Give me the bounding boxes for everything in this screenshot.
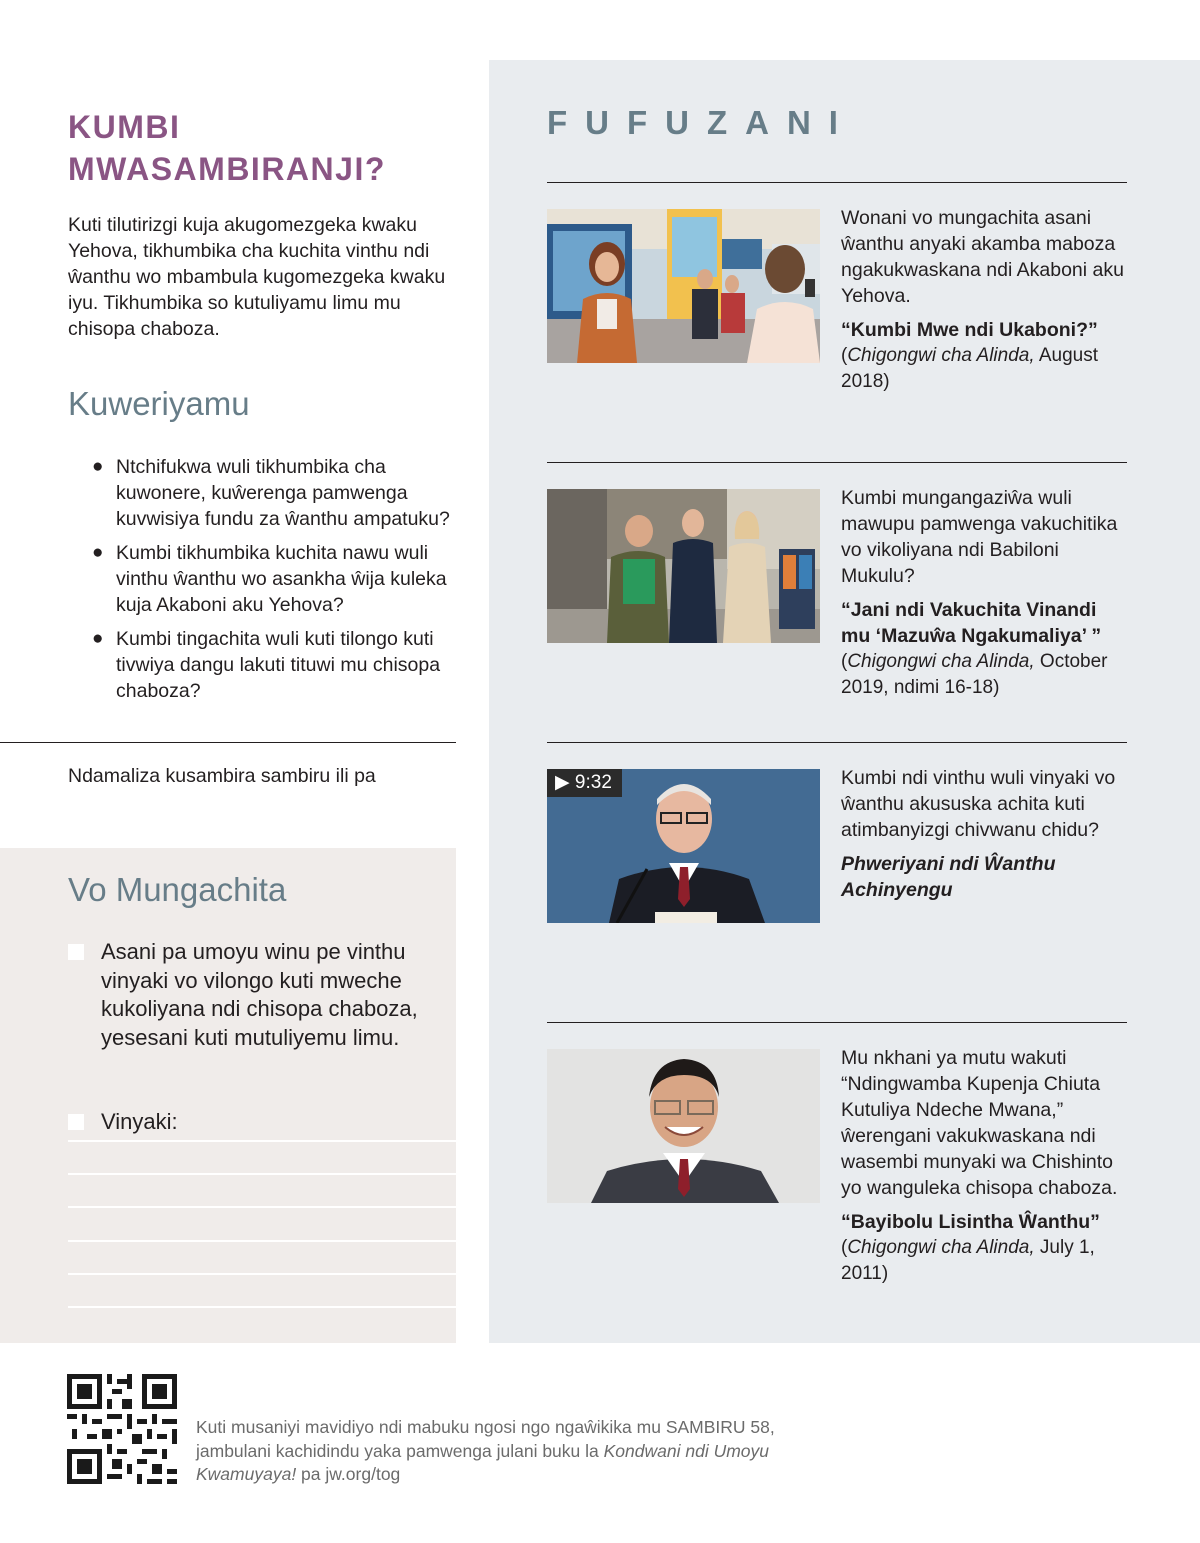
question-text: Kumbi tingachita wuli kuti tilongo kuti tivwiya dangu lakuti tituwi mu chisopa chaboza? [116,628,441,702]
divider [0,742,456,743]
writing-line[interactable] [68,1206,456,1208]
play-icon: ▶ [555,772,570,793]
entry-description: Wonani vo mungachita asani ŵanthu anyaki akamba maboza ngakukwaskana ndi Akaboni aku Yehova. [841,207,1124,307]
writing-line[interactable] [68,1306,456,1308]
action-heading: Vo Mungachita [68,871,287,908]
writing-line[interactable] [68,1273,456,1275]
checkbox[interactable] [68,944,84,960]
divider [547,182,1127,183]
qr-code-icon[interactable] [67,1374,177,1484]
review-heading: Kuweriyamu [68,385,250,422]
research-entry [841,765,1131,903]
question-text: Kumbi tikhumbika kuchita nawu wuli vinthu ŵanthu wo asankha ŵija kuleka kuja Akaboni aku Yehova? [116,542,447,616]
completed-date-label: Ndamaliza kusambira sambiru ili pa [68,765,376,787]
action-text: Asani pa umoyu winu pe vinthu vinyaki vo vilongo kuti mweche kukoliyana ndi chisopa chaboza, yesesani kuti mutuliyemu limu. [101,939,418,1050]
bullet-icon: ● [92,542,104,563]
entry-description: Kumbi mungangaziŵa wuli mawupu pamwenga vakuchitika vo vikoliyana ndi Babiloni Mukulu? [841,487,1118,587]
people-with-phones-illustration[interactable] [547,209,820,363]
research-heading: FUFUZANI [547,104,856,141]
video-title-link[interactable]: Phweriyani ndi Ŵanthu Achinyengu [841,853,1056,901]
divider [547,462,1127,463]
research-entry [841,485,1131,701]
reference-source: (Chigongwi cha Alinda, October 2019, ndimi 16-18) [841,651,1108,698]
checkbox[interactable] [68,1114,84,1130]
review-question [92,454,462,532]
reference-title-link[interactable]: “Kumbi Mwe ndi Ukaboni?” [841,319,1098,341]
reference-source: (Chigongwi cha Alinda, August 2018) [841,345,1099,392]
action-item [68,938,448,1052]
action-text: Vinyaki: [101,1109,178,1134]
writing-line[interactable] [68,1173,456,1175]
reference-title-link[interactable]: “Jani ndi Vakuchita Vinandi mu ‘Mazuŵa Ngakumaliya’ ” [841,599,1102,647]
writing-line[interactable] [68,1240,456,1242]
research-entry [841,1045,1131,1287]
page-title-line-1: KUMBI [68,109,181,145]
page-title-line-2: MWASAMBIRANJI? [68,151,386,187]
review-questions-list [92,454,462,712]
divider [547,1022,1127,1023]
entry-description: Mu nkhani ya mutu wakuti “Ndingwamba Kupenja Chiuta Kutuliya Ndeche Mwana,” ŵerengani vakukwaskana ndi wasembi munyaki wa Chishinto yo wanguleka chisopa chaboza. [841,1047,1118,1199]
action-item [68,1108,448,1137]
question-text: Ntchifukwa wuli tikhumbika cha kuwonere, kuŵerenga pamwenga kuvwisiya fundu za ŵanthu ampatuku? [116,456,450,530]
footer-note: Kuti musaniyi mavidiyo ndi mabuku ngosi ngo ngaŵikika mu SAMBIRU 58, jambulani kachidindu yaka pamwenga julani buku la Kondwani ndi Umoyu Kwamuyaya! pa jw.org/tog [196,1417,775,1484]
review-question [92,626,462,704]
divider [547,742,1127,743]
entry-description: Kumbi ndi vinthu wuli vinyaki vo ŵanthu akususka achita kuti atimbanyizgi chivwanu chidu? [841,767,1116,841]
video-duration: 9:32 [574,772,612,793]
research-entry [841,205,1131,395]
reference-title-link[interactable]: “Bayibolu Lisintha Ŵanthu” [841,1211,1100,1233]
video-duration-badge [547,769,622,797]
action-panel-background [0,848,456,1343]
review-question [92,540,462,618]
street-witnessing-photo[interactable] [547,489,820,643]
reference-source: (Chigongwi cha Alinda, July 1, 2011) [841,1237,1095,1284]
bullet-icon: ● [92,456,104,477]
bullet-icon: ● [92,628,104,649]
writing-line[interactable] [68,1140,456,1142]
speaker-video-thumbnail[interactable] [547,769,820,923]
page-title [68,106,448,190]
intro-paragraph: Kuti tilutirizgi kuja akugomezgeka kwaku Yehova, tikhumbika cha kuchita vinthu ndi ŵanthu wo mbambula kugomezgeka kwaku iyu. Tikhumbika so kutuliyamu limu mu chisopa chaboza. [68,214,446,340]
smiling-man-portrait[interactable] [547,1049,820,1203]
